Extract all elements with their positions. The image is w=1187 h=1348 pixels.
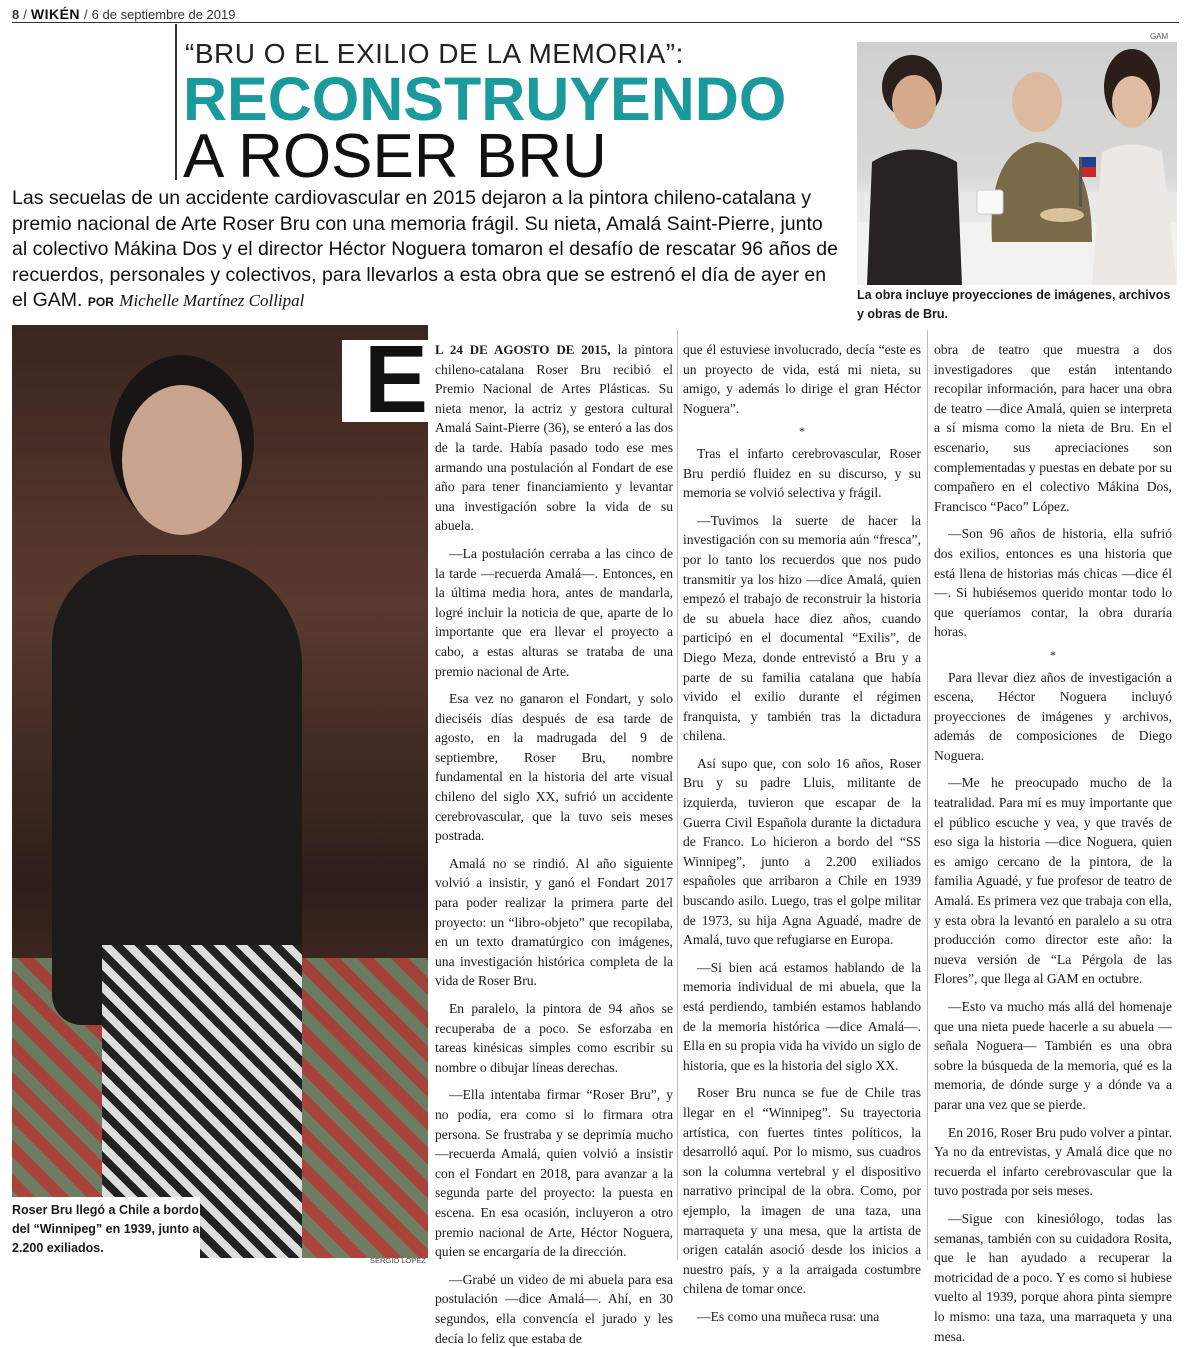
paragraph: En 2016, Roser Bru pudo volver a pintar. Ya no da entrevistas, y Amalá dice que no recuerda el infarto cerebrovascular que la tuvo postrada por seis meses. bbox=[934, 1124, 1172, 1199]
column-divider bbox=[927, 330, 928, 1260]
paragraph: obra de teatro que muestra a dos investigadores que están intentando recopilar información, para hacer una obra de teatro —dice Amalá, quien se interpreta a sí misma como la nieta de Bru. En el escenario, sus apreciaciones son complementadas y puestas en debate por su compañero en el colectivo Mákina Dos, Francisco “Paco” López. bbox=[934, 342, 1172, 514]
paragraph: que él estuviese involucrado, decía “este es un proyecto de vida, está mi nieta, su amigo, y además lo dirige el gran Héctor Noguera”. bbox=[683, 342, 921, 416]
column-divider bbox=[677, 330, 678, 1260]
paragraph: —Tuvimos la suerte de hacer la investigación con su memoria aún “fresca”, por lo tanto los recuerdos que nos pudo transmitir ya los hizo —dice Amalá, quien empezó el trabajo de reconstruir la historia de su abuela hace diez años, cuando participó en el documental “Exilis”, de Diego Meza, donde entrevistó a Bru y a parte de su familia catalana que había vivido el exilio durante el régimen franquista, y también tras la dictadura chilena. bbox=[683, 512, 921, 744]
paragraph: —Me he preocupado mucho de la teatralidad. Para mí es muy importante que el público escuche y vea, y que través de eso siga la historia —dice Noguera, quien es amigo cercano de la pintora, de la familia Aguadé, y fue profesor de teatro de Amalá. Es primera vez que trabaja con ella, y esta obra la levantó en paralelo a su otra producción como director este año: la nueva versión de “La Pérgola de las Flores”, que llega al GAM en octubre. bbox=[934, 775, 1172, 987]
paragraph: —Son 96 años de historia, ella sufrió dos exilios, entonces es una historia que está llena de historias más chicas —dice él—. Si hubiésemos querido montar todo lo que queríamos contar, la obra duraría horas. bbox=[934, 526, 1172, 640]
separator: / bbox=[84, 7, 88, 22]
kicker: “BRU O EL EXILIO DE LA MEMORIA”: bbox=[185, 38, 684, 69]
page-number: 8 bbox=[12, 7, 20, 22]
folio bbox=[12, 6, 235, 22]
byline-author: Michelle Martínez Collipal bbox=[119, 291, 305, 310]
separator: / bbox=[23, 7, 27, 22]
deck bbox=[12, 186, 842, 316]
drop-cap: E bbox=[342, 340, 432, 422]
paragraph: Roser Bru nunca se fue de Chile tras llegar en el “Winnipeg”. Su trayectoria artística, con fuertes tintes políticos, la desarrolló aquí. Por lo mismo, sus cuadros son la columna vertebral y el dispositivo narrativo principal de la obra. Como, por ejemplo, la imagen de una taza, una marraqueta y una mesa, que la artista de origen catalán asoció desde los inicios a nuestro país, y a la arraigada costumbre chilena de tomar once. bbox=[683, 1085, 921, 1297]
paragraph bbox=[435, 340, 673, 536]
section-break: * bbox=[1050, 647, 1056, 662]
paragraph: —Es como una muñeca rusa: una bbox=[697, 1308, 880, 1324]
paragraph: En paralelo, la pintora de 94 años se recuperaba de a poco. Se esforzaba en tareas kinésicas simples como escribir su nombre o dibujar líneas derechas. bbox=[435, 1001, 673, 1075]
article-column-3 bbox=[934, 340, 1172, 1346]
article-column-2 bbox=[683, 340, 921, 1327]
deck-text: Las secuelas de un accidente cardiovascular en 2015 dejaron a la pintora chileno-catalana y premio nacional de Arte Roser Bru con una memoria frágil. Su nieta, Amalá Saint-Pierre, junto al colectivo Mákina Dos y el director Héctor Noguera tomaron el desafío de rescatar 96 años de recuerdos, personales y colectivos, para llevarlos a esta obra que se estrenó el día de ayer en el GAM. bbox=[12, 187, 838, 311]
issue-date: 6 de septiembre de 2019 bbox=[91, 7, 236, 22]
paragraph: —La postulación cerraba a las cinco de la tarde —recuerda Amalá—. Entonces, en la última media hora, antes de mandarla, logré incluir la noticia de que, aparte de lo importante que era llevar el proyecto a cabo, a estas alturas se trataba de una premio nacional de Arte. bbox=[435, 545, 673, 679]
paragraph: Para llevar diez años de investigación a escena, Héctor Noguera incluyó proyecciones de imágenes y archivos, además de composiciones de Diego Noguera. bbox=[934, 669, 1172, 763]
paragraph: Esa vez no ganaron el Fondart, y solo dieciséis días después de esa tarde de agosto, en la madrugada del 9 de septiembre, Roser Bru, nombre fundamental en la historia del arte visual chileno del siglo XX, sufrió un accidente cerebrovascular, que la tuvo seis meses postrada. bbox=[435, 691, 673, 844]
photo-credit-main: SERGIO LÓPEZ bbox=[370, 1256, 426, 1265]
lead-in: L 24 DE AGOSTO DE 2015, bbox=[435, 342, 611, 357]
paragraph: Amalá no se rindió. Al año siguiente volvió a insistir, y ganó el Fondart 2017 para poder realizar la primera parte del proyecto: un “libro-objeto” que recopilaba, en un texto dramatúrgico con imágenes, una investigación histórica completa de la vida de Roser Bru. bbox=[435, 855, 673, 989]
photo-caption-top: La obra incluye proyecciones de imágenes, archivos y obras de Bru. bbox=[857, 288, 1171, 321]
header-rule bbox=[12, 22, 1179, 23]
title-rule bbox=[175, 24, 177, 180]
article-column-1 bbox=[435, 340, 673, 1348]
paragraph: —Si bien acá estamos hablando de la memoria individual de mi abuela, que la está perdiendo, también estamos hablando de la memoria histórica —dice Amalá—. Ella en su propia vida ha vivido un siglo de historia, que es la historia del siglo XX. bbox=[683, 959, 921, 1073]
paragraph: —Grabé un video de mi abuela para esa postulación —dice Amalá—. Ahí, en 30 segundos, ella convencía el jurado y les decía lo feliz que estaba de bbox=[435, 1271, 673, 1346]
paragraph: —Sigue con kinesiólogo, todas las semanas, también con su cuidadora Rosita, que le han ayudado a recuperar la motricidad de a poco. Y es como si hubiese vuelto al 1939, porque ahora pinta siempre lo mismo: una taza, una marraqueta y una mesa. bbox=[934, 1210, 1172, 1344]
paragraph: —Esto va mucho más allá del homenaje que una nieta puede hacerle a su abuela —señala Noguera— También es una obra sobre la búsqueda de la memoria, qué es la memoria, de dónde surge y a dónde va a parar una vez que se pierde. bbox=[934, 999, 1172, 1112]
figure-head bbox=[122, 385, 242, 535]
cast-photo-illustration bbox=[857, 42, 1177, 285]
headline-line-2: A ROSER BRU bbox=[183, 122, 607, 191]
paragraph: —Ella intentaba firmar “Roser Bru”, y no podía, era como si lo firmara otra persona. Se frustraba y se deprimía mucho —recuerda Amalá, quien volvió a insistir con el Fondart en 2018, para avanzar a la segunda parte del proyecto: la puesta en escena. En esa ocasión, incluyeron a otro premio nacional de Arte, Héctor Noguera, quien se encargaría de la dirección. bbox=[435, 1087, 673, 1260]
photo-caption-main: Roser Bru llegó a Chile a bordo del “Winnipeg” en 1939, junto a 2.200 exiliados. bbox=[0, 1197, 200, 1259]
byline-prefix: POR bbox=[87, 295, 114, 309]
photo-cast bbox=[857, 42, 1177, 285]
photo-credit-top: GAM bbox=[1150, 32, 1169, 41]
paragraph-text: la pintora chileno-catalana Roser Bru recibió el Premio Nacional de Artes Plásticas. Su nieta menor, la actriz y gestora cultural Amalá Saint-Pierre (36), se enteró a las dos de la tarde. Había pasado todo ese mes armando una postulación al Fondart de ese año para tener financiamiento y levantar una investigación sobre la vida de su abuela. bbox=[435, 342, 673, 534]
publication-logo: WIKÉN bbox=[30, 6, 81, 22]
section-break: * bbox=[799, 424, 805, 439]
paragraph: Así supo que, con solo 16 años, Roser Bru y su padre Lluis, militante de izquierda, tuvieron que escapar de la Guerra Civil Española durante la dictadura de Franco. Lo hicieron a bordo del “SS Winnipeg”, junto a 2.200 exiliados españoles que arribaron a Chile en 1939 buscando asilo. Luego, tras el golpe militar de 1973, su hija Agna Aguadé, madre de Amalá, tuvo que refugiarse en Europa. bbox=[683, 755, 921, 948]
photo-roser-bru bbox=[12, 325, 428, 1258]
headline-line-1: RECONSTRUYENDO bbox=[183, 65, 787, 133]
paragraph: Tras el infarto cerebrovascular, Roser Bru perdió fluidez en su discurso, y su memoria se volvió selectiva y frágil. bbox=[683, 445, 921, 501]
